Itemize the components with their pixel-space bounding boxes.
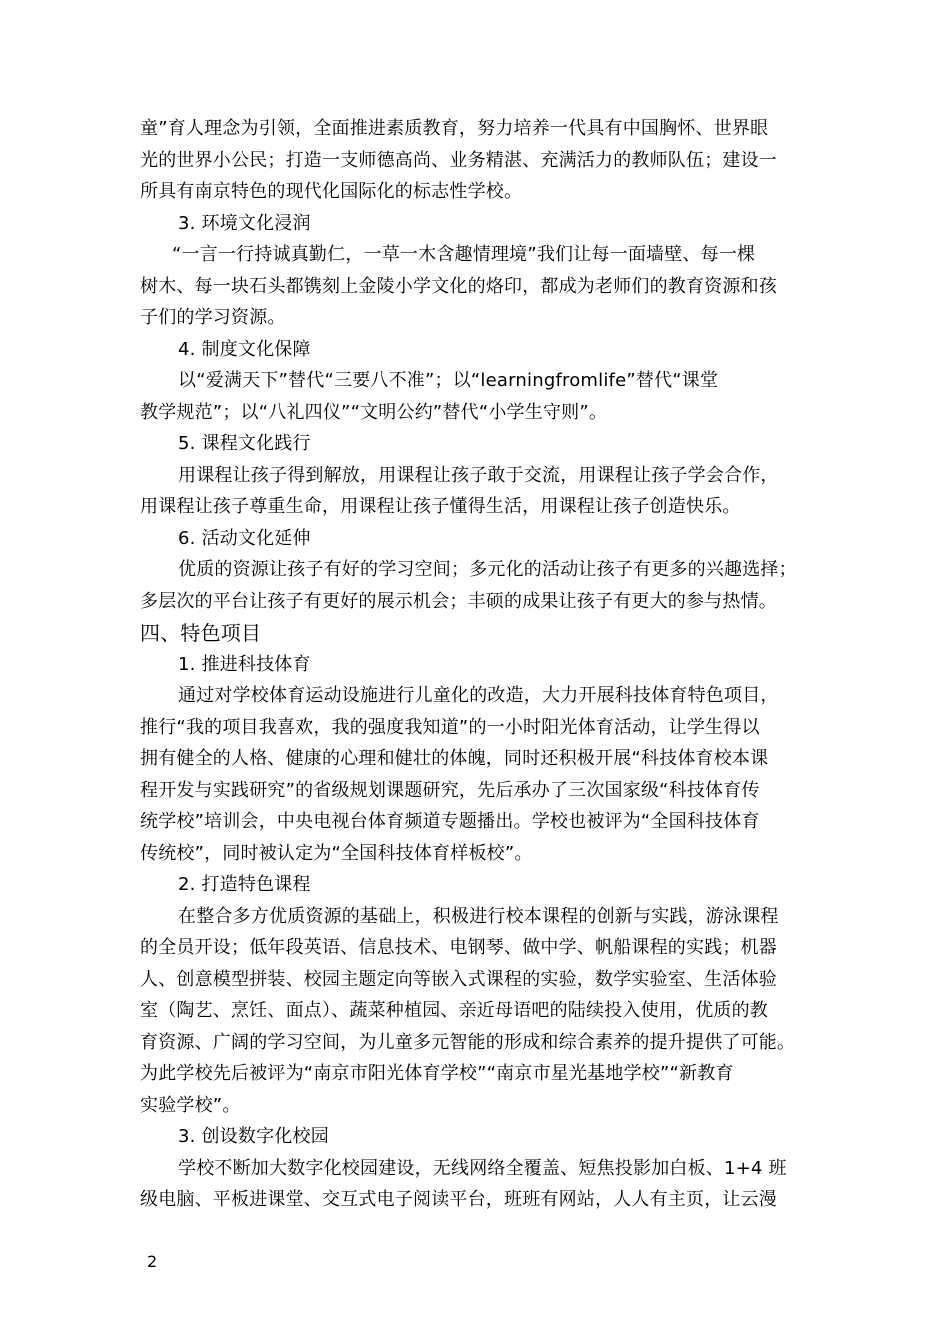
paragraph-line: 以“爱满天下”替代“三要八不准”；以“learningfromlife”替代“课堂 [178, 370, 719, 391]
paragraph-line: 拥有健全的人格、健康的心理和健壮的体魄，同时还积极开展“科技体育校本课 [140, 748, 769, 769]
paragraph-line: 树木、每一块石头都镌刻上金陵小学文化的烙印，都成为老师们的教育资源和孩 [140, 276, 777, 297]
section-heading: 1. 推进科技体育 [178, 654, 311, 675]
paragraph-line: 室（陶艺、烹饪、面点）、蔬菜种植园、亲近母语吧的陆续投入使用，优质的教 [140, 1000, 768, 1021]
section-heading: 4. 制度文化保障 [178, 339, 311, 360]
paragraph-line: 用课程让孩子尊重生命，用课程让孩子懂得生活，用课程让孩子创造快乐。 [140, 496, 741, 517]
paragraph-line: 统学校”培训会，中央电视台体育频道专题播出。学校也被评为“全国科技体育 [140, 811, 760, 832]
section-heading: 3. 创设数字化校园 [178, 1126, 329, 1147]
paragraph-line: 子们的学习资源。 [140, 307, 286, 328]
paragraph-line: 通过对学校体育运动设施进行儿童化的改造，大力开展科技体育特色项目， [178, 685, 779, 706]
paragraph-line: 优质的资源让孩子有好的学习空间；多元化的活动让孩子有更多的兴趣选择； [178, 559, 797, 580]
paragraph-line: 级电脑、平板进课堂、交互式电子阅读平台，班班有网站，人人有主页，让云漫 [140, 1189, 777, 1210]
paragraph-line: 童”育人理念为引领，全面推进素质教育，努力培养一代具有中国胸怀、世界眼 [140, 118, 769, 139]
paragraph-line: “一言一行持诚真勤仁，一草一木含趣情理境”我们让每一面墙壁、每一棵 [172, 244, 756, 265]
paragraph-line: 人、创意模型拼装、校园主题定向等嵌入式课程的实验，数学实验室、生活体验 [140, 969, 777, 990]
section-heading: 3. 环境文化浸润 [178, 213, 311, 234]
paragraph-line: 为此学校先后被评为“南京市阳光体育学校”“南京市星光基地学校”“新教育 [140, 1063, 734, 1084]
page-number: 2 [147, 1252, 158, 1271]
section-heading: 6. 活动文化延伸 [178, 528, 311, 549]
paragraph-line: 传统校”，同时被认定为“全国科技体育样板校”。 [140, 843, 533, 864]
paragraph-line: 教学规范”；以“八礼四仪”“文明公约”替代“小学生守则”。 [140, 402, 608, 423]
paragraph-line: 推行“我的项目我喜欢，我的强度我知道”的一小时阳光体育活动，让学生得以 [140, 717, 760, 738]
paragraph-line: 的全员开设；低年段英语、信息技术、电钢琴、做中学、帆船课程的实践；机器 [140, 937, 777, 958]
chapter-heading: 四、特色项目 [140, 621, 262, 645]
paragraph-line: 用课程让孩子得到解放，用课程让孩子敢于交流，用课程让孩子学会合作， [178, 465, 779, 486]
paragraph-line: 多层次的平台让孩子有更好的展示机会；丰硕的成果让孩子有更大的参与热情。 [140, 591, 777, 612]
paragraph-line: 在整合多方优质资源的基础上，积极进行校本课程的创新与实践，游泳课程 [178, 906, 779, 927]
paragraph-line: 光的世界小公民；打造一支师德高尚、业务精湛、充满活力的教师队伍；建设一 [140, 150, 777, 171]
paragraph-line: 育资源、广阔的学习空间，为儿童多元智能的形成和综合素养的提升提供了可能。 [140, 1032, 796, 1053]
section-heading: 2. 打造特色课程 [178, 874, 311, 895]
paragraph-line: 所具有南京特色的现代化国际化的标志性学校。 [140, 181, 523, 202]
paragraph-line: 学校不断加大数字化校园建设，无线网络全覆盖、短焦投影加白板、1+4 班 [178, 1158, 787, 1179]
paragraph-line: 实验学校”。 [140, 1095, 241, 1116]
paragraph-line: 程开发与实践研究”的省级规划课题研究，先后承办了三次国家级“科技体育传 [140, 780, 760, 801]
section-heading: 5. 课程文化践行 [178, 433, 311, 454]
